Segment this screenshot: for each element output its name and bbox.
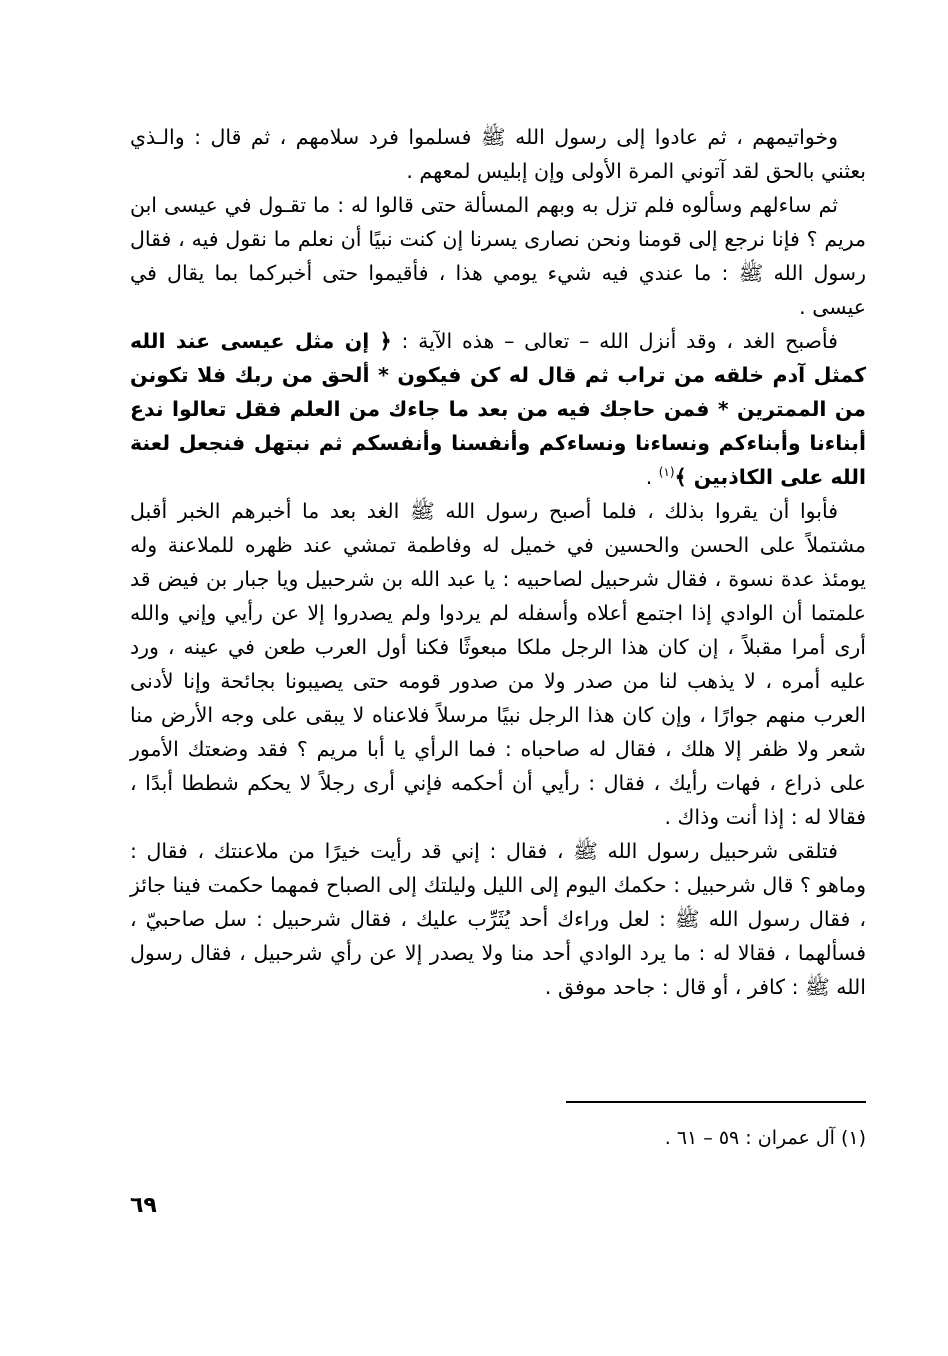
footnote: (١) آل عمران : ٥٩ – ٦١ . bbox=[664, 1127, 866, 1149]
footnote-divider bbox=[566, 1101, 866, 1103]
body-text bbox=[130, 120, 866, 1004]
paragraph-2: ثم ساءلهم وسألوه فلم تزل به وبهم المسألة حتى قالوا له : ما تقـول في عيسى ابن مريم ؟ فإنا نرجع إلى قومنا ونحن نصارى يسرنا إن كنت نبيًا أن نعلم ما نقول فيه ، فقال رسول الله ﷺ : ما عندي فيه شيء يومي هذا ، فأقيموا حتى أخبركما بما يقال في عيسى . bbox=[130, 193, 866, 319]
page-number: ٦٩ bbox=[130, 1193, 157, 1218]
verse-intro: فأصبح الغد ، وقد أنزل الله – تعالى – هذه الآية : bbox=[401, 329, 838, 353]
quran-verse: ﴿ إن مثل عيسى عند الله كمثل آدم خلقه من تراب ثم قال له كن فيكون * ألحق من ربك فلا تكونن من الممترين * فمن حاجك فيه من بعد ما جاءك من العلم فقل تعالوا ندع أبناءنا وأبناءكم ونساءنا ونساءكم وأنفسنا وأنفسكم ثم نبتهل فنجعل لعنة الله على الكاذبين ﴾ bbox=[130, 329, 866, 489]
verse-end: . bbox=[645, 465, 659, 489]
paragraph-5: فتلقى شرحبيل رسول الله ﷺ ، فقال : إني قد رأيت خيرًا من ملاعنتك ، فقال : وماهو ؟ قال شرحبيل : حكمك اليوم إلى الليل وليلتك إلى الصباح فمهما حكمت فينا جائز ، فقال رسول الله ﷺ : لعل وراءك أحد يُثَرِّب عليك ، فقال شرحبيل : سل صاحبيّ ، فسألهما ، فقالا له : ما يرد الوادي أحد منا ولا يصدر إلا عن رأي شرحبيل ، فقال رسول الله ﷺ : كافر ، أو قال : جاحد موفق . bbox=[130, 839, 866, 999]
paragraph-4: فأبوا أن يقروا بذلك ، فلما أصبح رسول الله ﷺ الغد بعد ما أخبرهم الخبر أقبل مشتملاً على الحسن والحسين في خميل له وفاطمة تمشي عند ظهره للملاعنة وله يومئذ عدة نسوة ، فقال شرحبيل لصاحبيه : يا عبد الله بن شرحبيل ويا جبار بن فيض قد علمتما أن الوادي إذا اجتمع أعلاه وأسفله لم يردوا ولم يصدروا إلا عن رأيي وإني والله أرى أمرا مقبلاً ، إن كان هذا الرجل ملكا مبعوثًا فكنا أول العرب طعن في عينه ، ورد عليه أمره ، لا يذهب لنا من صدر ولا من صدور قومه حتى يصيبونا بجائحة وإنا لأدنى العرب منهم جوارًا ، وإن كان هذا الرجل نبيًا مرسلاً فلاعناه لا يبقى على وجه الأرض منا شعر ولا ظفر إلا هلك ، فقال له صاحباه : فما الرأي يا أبا مريم ؟ فقد وضعتك الأمور على ذراع ، فهات رأيك ، فقال : رأيي أن أحكمه فإني أرى رجلاً لا يحكم شططا أبدًا ، فقالا له : إذا أنت وذاك . bbox=[130, 499, 866, 829]
footnote-marker: (١) bbox=[658, 465, 675, 480]
paragraph-3 bbox=[130, 324, 866, 494]
paragraph-1: وخواتيمهم ، ثم عادوا إلى رسول الله ﷺ فسلموا فرد سلامهم ، ثم قال : والـذي بعثني بالحق لقد آتوني المرة الأولى وإن إبليس لمعهم . bbox=[130, 125, 866, 183]
